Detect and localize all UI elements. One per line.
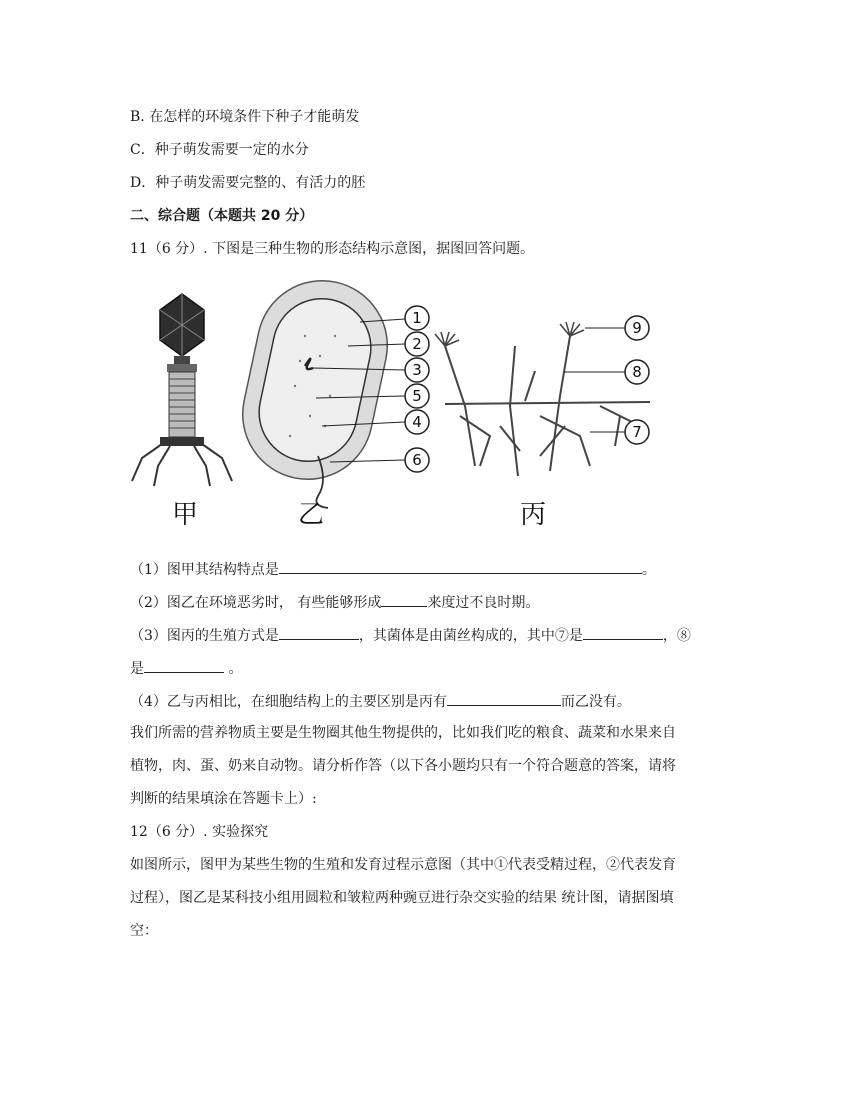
q11-sub3 xyxy=(130,624,691,646)
svg-text:3: 3 xyxy=(412,361,422,379)
marker-5 xyxy=(405,384,429,408)
answer-blank-4[interactable] xyxy=(583,624,663,640)
figure-label-bing: 丙 xyxy=(520,500,547,530)
q11-sub1-text: （1）图甲其结构特点是 xyxy=(130,562,279,578)
figure-label-jia: 甲 xyxy=(172,500,199,530)
svg-text:9: 9 xyxy=(632,319,642,337)
passage-line-2: 植物，肉、蛋、奶来自动物。请分析作答（以下各小题均只有一个符合题意的答案，请将 xyxy=(130,758,676,774)
passage-line-3: 判断的结果填涂在答题卡上）: xyxy=(130,791,317,807)
q11-sub3-tail: ，⑧ xyxy=(662,628,691,644)
phage-drawing xyxy=(132,294,232,486)
organism-diagram xyxy=(120,276,665,536)
q12-line-3: 空： xyxy=(130,923,158,939)
option-b: B. 在怎样的环境条件下种子才能萌发 xyxy=(130,109,360,125)
q11-sub2-text: （2）图乙在环境恶劣时， 有些能够形成 xyxy=(130,595,382,611)
answer-blank-5[interactable] xyxy=(144,657,224,673)
q11-sub4-text: （4）乙与丙相比，在细胞结构上的主要区别是丙有 xyxy=(130,694,447,710)
q11-sub3-shi: 是 xyxy=(130,661,144,677)
svg-text:2: 2 xyxy=(412,335,422,353)
bacterium-drawing xyxy=(231,276,405,508)
q11-sub3-mid: ，其菌体是由菌丝构成的，其中⑦是 xyxy=(358,628,583,644)
marker-1 xyxy=(405,306,429,330)
svg-text:1: 1 xyxy=(412,309,422,327)
question-12-stem: 12（6 分）. 实验探究 xyxy=(130,824,269,840)
q11-sub4-end: 而乙没有。 xyxy=(560,694,631,710)
svg-text:6: 6 xyxy=(412,451,422,469)
marker-9 xyxy=(625,316,649,340)
svg-text:4: 4 xyxy=(412,413,422,431)
marker-2 xyxy=(405,332,429,356)
option-c: C．种子萌发需要一定的水分 xyxy=(130,142,309,158)
svg-text:7: 7 xyxy=(632,423,642,441)
q12-line-2: 过程），图乙是某科技小组用圆粒和皱粒两种豌豆进行杂交实验的结果 统计图，请据图填 xyxy=(130,890,674,906)
q11-sub3-cont xyxy=(130,657,242,679)
q11-sub1 xyxy=(130,558,656,580)
answer-blank-6[interactable] xyxy=(447,690,561,706)
figure-label-yi: 乙 xyxy=(298,500,325,530)
q11-sub2-end: 来度过不良时期。 xyxy=(427,595,540,611)
marker-7 xyxy=(625,420,649,444)
answer-blank-1[interactable] xyxy=(279,558,642,574)
section-heading: 二、综合题（本题共 20 分） xyxy=(130,208,314,224)
q11-sub3-end: 。 xyxy=(224,661,243,677)
mold-drawing xyxy=(435,322,650,476)
question-11-stem: 11（6 分）. 下图是三种生物的形态结构示意图，据图回答问题。 xyxy=(130,241,535,257)
svg-text:8: 8 xyxy=(632,363,642,381)
answer-blank-3[interactable] xyxy=(279,624,359,640)
q11-sub4 xyxy=(130,690,631,712)
q11-sub2 xyxy=(130,591,539,613)
answer-blank-2[interactable] xyxy=(381,591,427,607)
passage-line-1: 我们所需的营养物质主要是生物圈其他生物提供的，比如我们吃的粮食、蔬菜和水果来自 xyxy=(130,725,676,741)
organism-figure xyxy=(120,276,665,536)
option-d: D．种子萌发需要完整的、有活力的胚 xyxy=(130,175,366,191)
q12-line-1: 如图所示，图甲为某些生物的生殖和发育过程示意图（其中①代表受精过程，②代表发育 xyxy=(130,857,676,873)
marker-3 xyxy=(405,358,429,382)
marker-6 xyxy=(405,448,429,472)
svg-text:5: 5 xyxy=(412,387,422,405)
q11-sub3-text: （3）图丙的生殖方式是 xyxy=(130,628,279,644)
marker-4 xyxy=(405,410,429,434)
marker-8 xyxy=(625,360,649,384)
q11-sub1-end: 。 xyxy=(641,562,656,578)
